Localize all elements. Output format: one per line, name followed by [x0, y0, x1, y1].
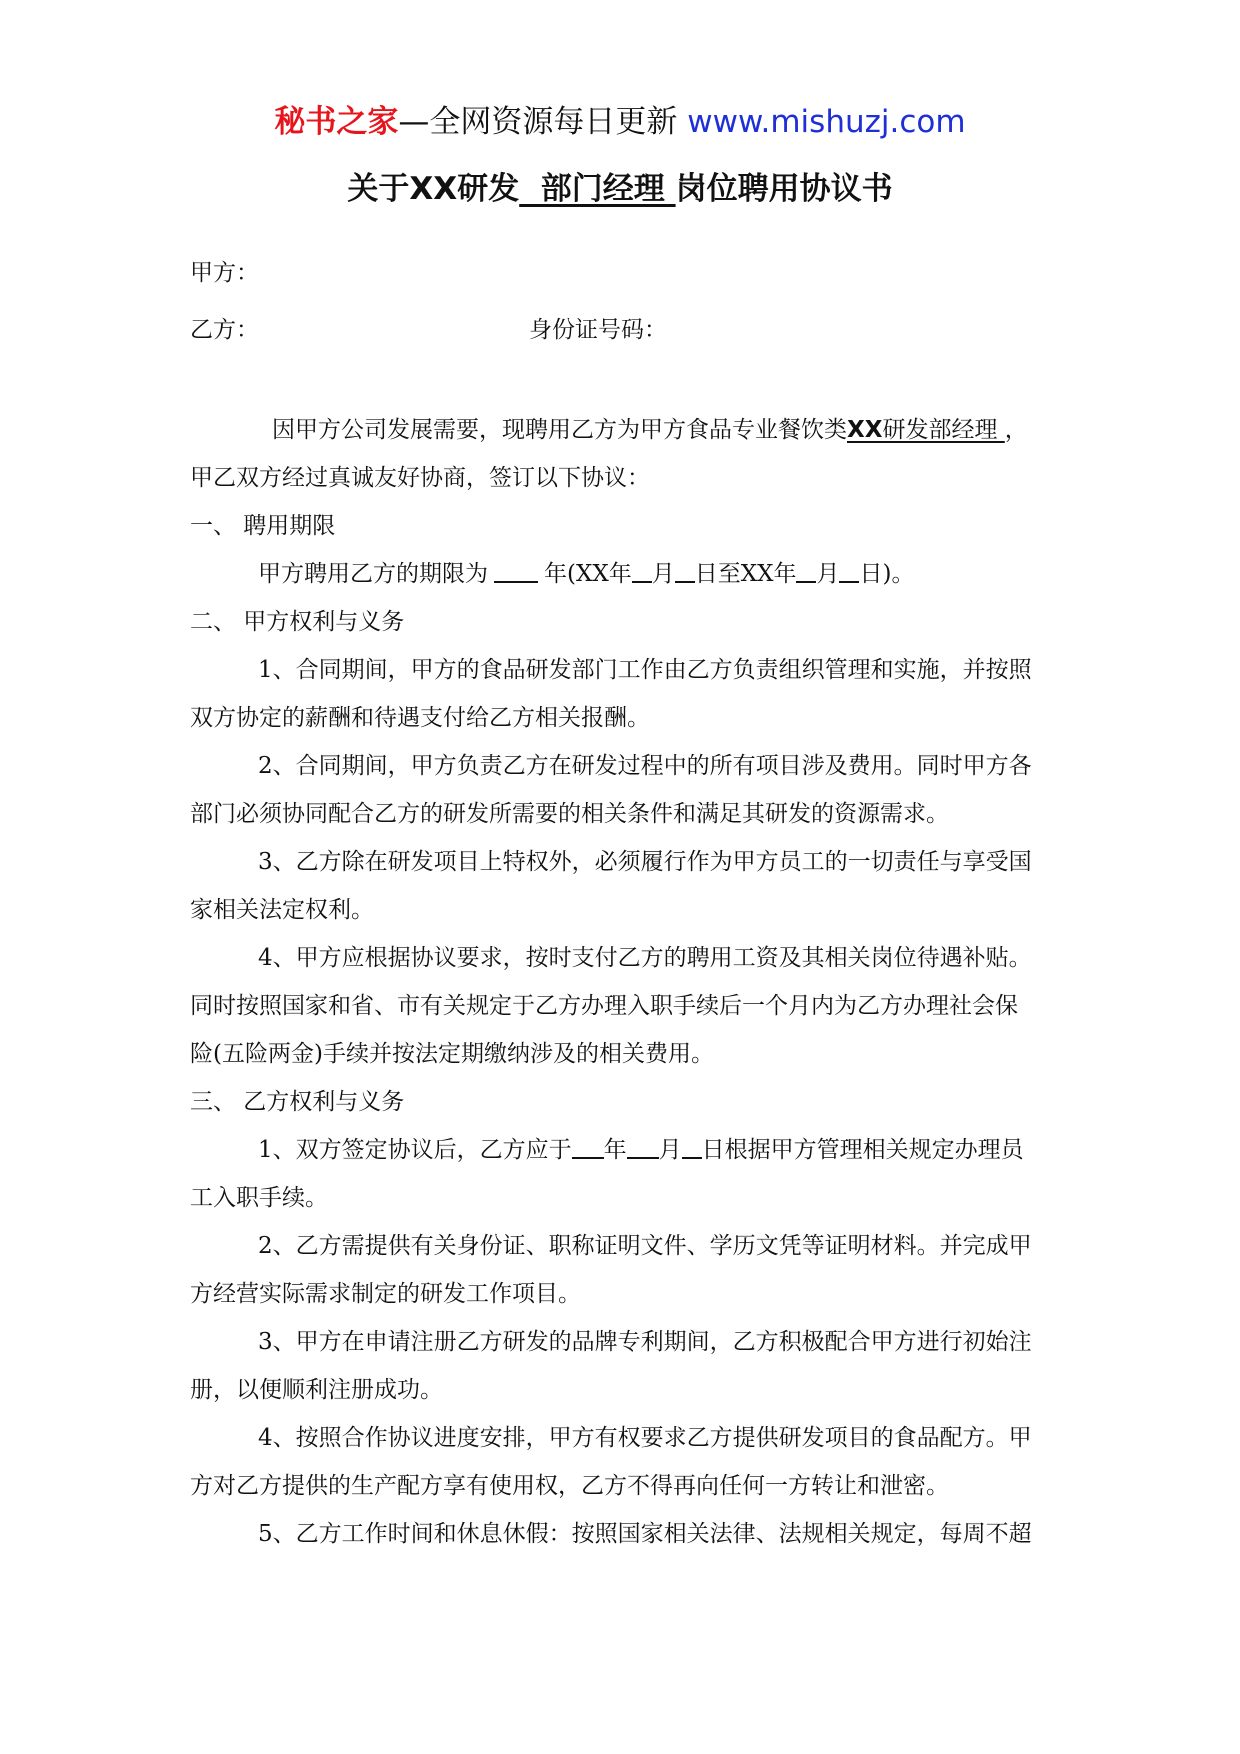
title-suffix: 岗位聘用协议书: [675, 171, 893, 207]
s3-item-5-line-1: 5、乙方工作时间和休息休假：按照国家相关法律、法规相关规定，每周不超: [258, 1521, 1032, 1547]
agreement-body: [190, 406, 1105, 1558]
site-header: [0, 100, 1240, 144]
s3-item-1-line-1: 1、双方签定协议后，乙方应于 年 月 日根据甲方管理相关规定办理员: [258, 1137, 1024, 1163]
position-name: XX研发部经理: [847, 417, 1005, 443]
document-title: [0, 167, 1240, 211]
s3-item-4-line-1: 4、按照合作协议进度安排，甲方有权要求乙方提供研发项目的食品配方。甲: [258, 1425, 1032, 1451]
section-1-heading: 一、 聘用期限: [190, 513, 336, 539]
intro-line-2: 甲乙双方经过真诚友好协商，签订以下协议：: [190, 465, 650, 491]
s2-item-3-line-2: 家相关法定权利。: [190, 897, 374, 923]
s3-item-2-line-2: 方经营实际需求制定的研发工作项目。: [190, 1281, 581, 1307]
s2-item-4-line-2: 同时按照国家和省、市有关规定于乙方办理入职手续后一个月内为乙方办理社会保: [190, 993, 1018, 1019]
s2-item-1-line-1: 1、合同期间，甲方的食品研发部门工作由乙方负责组织管理和实施，并按照: [258, 657, 1032, 683]
header-tagline: —全网资源每日更新: [398, 104, 688, 140]
s3-item-3-line-2: 册，以便顺利注册成功。: [190, 1377, 443, 1403]
s2-item-1-line-2: 双方协定的薪酬和待遇支付给乙方相关报酬。: [190, 705, 650, 731]
party-b-line: [190, 306, 1105, 354]
term-line: 甲方聘用乙方的期限为 年(XX年 月 日至XX年 月 日)。: [258, 561, 915, 587]
s3-item-3-line-1: 3、甲方在申请注册乙方研发的品牌专利期间，乙方积极配合甲方进行初始注: [258, 1329, 1032, 1355]
section-2-heading: 二、 甲方权利与义务: [190, 609, 405, 635]
party-a-label: 甲方：: [190, 260, 259, 286]
s2-item-4-line-1: 4、甲方应根据协议要求，按时支付乙方的聘用工资及其相关岗位待遇补贴。: [258, 945, 1032, 971]
s3-item-1-line-2: 工入职手续。: [190, 1185, 328, 1211]
title-position: 部门经理: [519, 171, 676, 207]
s2-item-3-line-1: 3、乙方除在研发项目上特权外，必须履行作为甲方员工的一切责任与享受国: [258, 849, 1032, 875]
s2-item-4-line-3: 险(五险两金)手续并按法定期缴纳涉及的相关费用。: [190, 1041, 714, 1067]
s3-item-2-line-1: 2、乙方需提供有关身份证、职称证明文件、学历文凭等证明材料。并完成甲: [258, 1233, 1032, 1259]
id-number-label: 身份证号码：: [529, 317, 667, 343]
party-a-line: [190, 249, 1105, 297]
s2-item-2-line-2: 部门必须协同配合乙方的研发所需要的相关条件和满足其研发的资源需求。: [190, 801, 949, 827]
site-url[interactable]: www.mishuzj.com: [687, 104, 966, 140]
s3-item-4-line-2: 方对乙方提供的生产配方享有使用权，乙方不得再向任何一方转让和泄密。: [190, 1473, 949, 1499]
title-prefix: 关于XX研发: [347, 171, 520, 207]
intro-line-1: 因甲方公司发展需要，现聘用乙方为甲方食品专业餐饮类XX研发部经理 ，: [272, 417, 1028, 443]
s2-item-2-line-1: 2、合同期间，甲方负责乙方在研发过程中的所有项目涉及费用。同时甲方各: [258, 753, 1032, 779]
party-b-label: 乙方：: [190, 317, 259, 343]
section-3-heading: 三、 乙方权利与义务: [190, 1089, 405, 1115]
brand-name: 秘书之家: [274, 104, 399, 140]
